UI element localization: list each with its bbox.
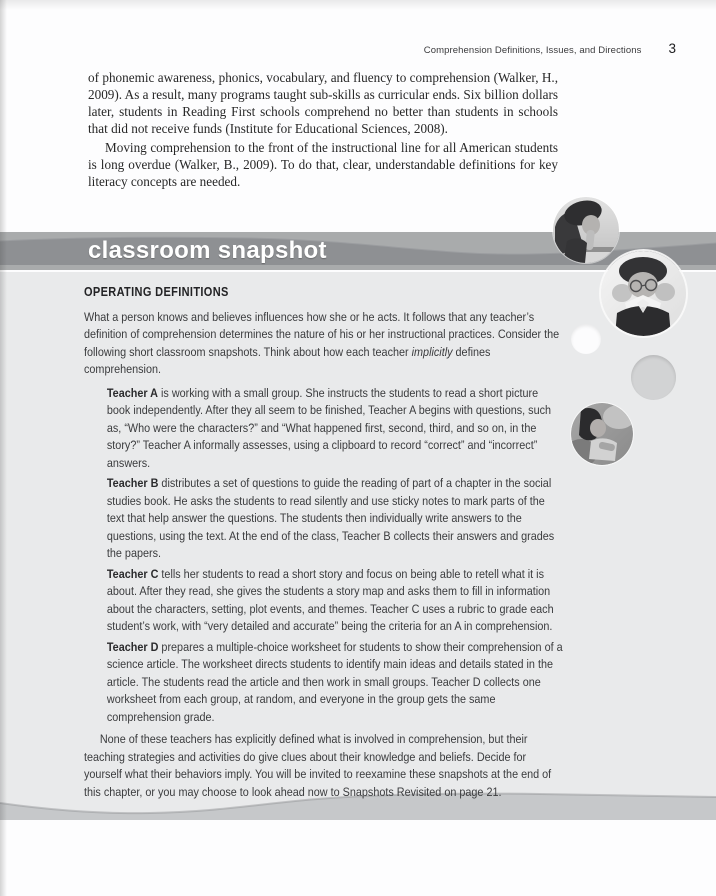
page-top-shadow xyxy=(0,0,716,10)
teacher-a-paragraph: Teacher A is working with a small group. She instructs the students to read a short picture book independently. After they all seem to be finished, Teacher A begins with questions, such as, “Who were the characters?” and “What happened first, second, third, and so on, in the story?” Teacher A informally assesses, using a clipboard to record “correct” and “incorrect” answers. xyxy=(106,385,552,470)
student-lying-reading-photo xyxy=(571,403,633,465)
teacher-d-label: Teacher D xyxy=(106,639,159,654)
teacher-c-paragraph: Teacher C tells her students to read a short story and focus on being able to retell what it is about. After they read, she gives the students a story map and asks them to fill in information about the characters, setting, plot events, and themes. Teacher C uses a rubric to grade each student’s work, with “very detailed and accurate” being the criteria for an A in comprehension. xyxy=(106,566,554,633)
snapshot-section xyxy=(84,284,564,801)
student-glasses-reading-photo xyxy=(601,251,686,336)
running-head-title: Comprehension Definitions, Issues, and Directions xyxy=(423,45,642,56)
paragraph: of phonemic awareness, phonics, vocabulary, and fluency to comprehension (Walker, H., 2009). As a result, many programs taught sub-skills as curricular ends. Six billion dollars later, students in Reading First schools comprehend no better than students in schools that did not receive funds (Institute for Educational Sciences, 2008). xyxy=(88,70,558,136)
teacher-a-label: Teacher A xyxy=(106,385,159,400)
page-number: 3 xyxy=(668,41,676,56)
teacher-b-paragraph: Teacher B distributes a set of questions to guide the reading of part of a chapter in the social studies book. He asks the students to read silently and use sticky notes to mark parts of the text that help answer the questions. The students then individually write answers to the questions, using the text. At the end of the class, Teacher B collects their answers and grades the papers. xyxy=(106,476,555,560)
banner-title: classroom snapshot xyxy=(88,237,327,264)
decorative-gray-circle xyxy=(631,355,676,400)
chapter-intro-text xyxy=(88,69,558,190)
section-heading: OPERATING DEFINITIONS xyxy=(84,285,229,299)
running-head xyxy=(424,41,676,56)
paragraph: Moving comprehension to the front of the instructional line for all American students is long overdue (Walker, B., 2009). To do that, clear, understandable definitions for key literacy concepts are needed. xyxy=(88,140,558,189)
decorative-white-circle xyxy=(571,324,601,354)
student-thinking-photo xyxy=(553,197,619,263)
emphasis-word: implicitly xyxy=(411,344,453,359)
closing-paragraph: None of these teachers has explicitly defined what is involved in comprehension, but their teaching strategies and activities do give clues about their knowledge and beliefs. Decide for yourself what their behaviors imply. You will be invited to reexamine these snapshots at the end of this chapter, or you may choose to look ahead now to Snapshots Revisited on page 21. xyxy=(84,732,552,799)
teacher-d-paragraph: Teacher D prepares a multiple-choice worksheet for students to show their comprehension of a science article. The worksheet directs students to identify main ideas and details stated in the article. The students read the article and then work in small groups. Teacher D collects one worksheet from each group, at random, and everyone in the group gets the same comprehension grade. xyxy=(106,639,563,724)
teacher-c-label: Teacher C xyxy=(106,566,159,581)
teacher-b-label: Teacher B xyxy=(106,476,159,490)
section-intro-paragraph: What a person knows and believes influences how she or he acts. It follows that any teacher’s definition of comprehension determines the nature of his or her instructional practices. Consider the following short classroom snapshots. Think about how each teacher implicitly defines comprehension. xyxy=(84,309,560,376)
